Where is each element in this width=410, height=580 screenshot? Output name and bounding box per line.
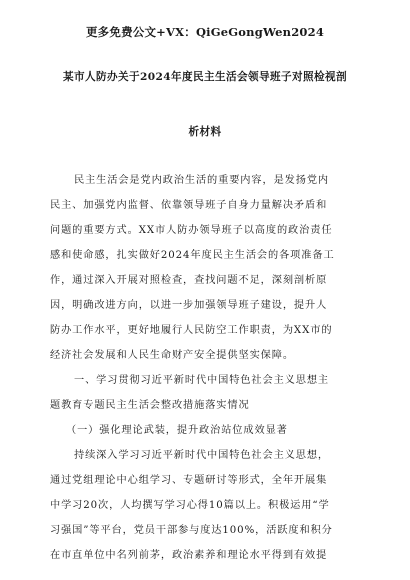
section-heading-line: 题教育专题民主生活会整改措施落实情况 (50, 400, 250, 411)
document-title-line-1: 某市人防办关于2024年度民主生活会领导班子对照检视剖 (63, 71, 347, 83)
document-title-line-2: 析材料 (188, 126, 222, 138)
section-heading-line: 一、学习贯彻习近平新时代中国特色社会主义思想主 (74, 375, 330, 386)
paragraph-line: 民主、加强党内监督、依靠领导班子自身力量解决矛盾和 (50, 200, 328, 211)
paragraph-line: 作，通过深入开展对照检查，查找问题不足，深刻剖析原 (50, 275, 328, 286)
paragraph-line: 民主生活会是党内政治生活的重要内容，是发扬党内 (74, 175, 330, 186)
paragraph-line: 防办工作水平，更好地履行人民防空工作职责，为XX市的 (50, 325, 333, 336)
paragraph-line: 持续深入学习习近平新时代中国特色社会主义思想， (74, 450, 330, 461)
paragraph-line: 问题的重要方式。XX市人防办领导班子以高度的政治责任 (50, 225, 333, 236)
document-header: 更多免费公文+VX：QiGeGongWen2024 (85, 25, 325, 39)
paragraph-line: 习强国”等平台，党员干部参与度达100%，活跃度和积分 (50, 525, 333, 536)
subsection-heading: （一）强化理论武装，提升政治站位成效显著 (66, 425, 288, 436)
paragraph-line: 通过党组理论中心组学习、专题研讨等形式，全年开展集 (50, 475, 328, 486)
paragraph-line: 经济社会发展和人民生命财产安全提供坚实保障。 (50, 350, 294, 361)
paragraph-line: 因，明确改进方向，以进一步加强领导班子建设，提升人 (50, 300, 328, 311)
paragraph-line: 中学习20次，人均撰写学习心得10篇以上。积极运用“学 (50, 500, 330, 511)
paragraph-line: 在市直单位中名列前茅，政治素养和理论水平得到有效提 (50, 550, 328, 561)
paragraph-line: 感和使命感，扎实做好2024年度民主生活会的各项准备工 (50, 250, 335, 261)
